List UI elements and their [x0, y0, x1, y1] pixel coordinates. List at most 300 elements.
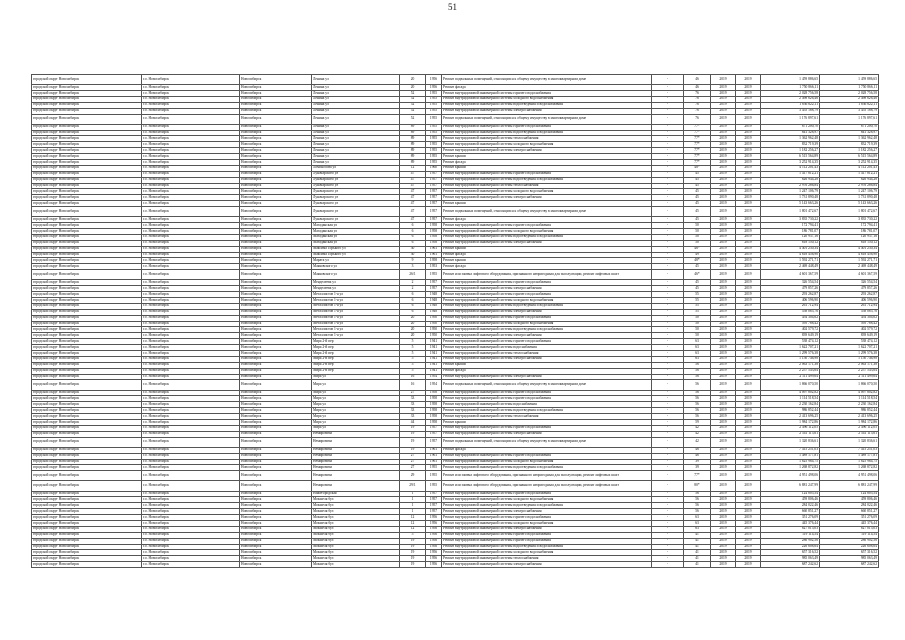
cell-end-year: 2019: [736, 459, 761, 465]
cell-settlement: г.о. Новосибирск: [142, 90, 240, 96]
cell-end-year: 2019: [736, 292, 761, 298]
cell-house: 27: [400, 459, 426, 465]
cell-end-year: 2019: [736, 562, 761, 568]
cell-house: 33: [400, 396, 426, 402]
cell-cost: 657 316,52: [761, 550, 820, 556]
cell-end-year: 2019: [736, 380, 761, 390]
cell-year: 1941: [426, 356, 442, 362]
cell-cost-total: 2 063 171,38: [820, 362, 879, 368]
cell-municipality: городской округ Новосибирск: [32, 520, 142, 526]
cell-end-year: 2019: [736, 154, 761, 160]
cell-city: Новосибирск: [240, 240, 312, 246]
cell-blank: -: [652, 351, 684, 357]
cell-settlement: г.о. Новосибирск: [142, 240, 240, 246]
cell-work-type: Ремонт внутридомовой инженерной системы горячего водоснабжения: [442, 396, 652, 402]
cell-blank: -: [652, 471, 684, 481]
cell-municipality: городской округ Новосибирск: [32, 503, 142, 509]
cell-start-year: 2019: [711, 280, 736, 286]
cell-wear: 56: [684, 368, 711, 374]
cell-start-year: 2019: [711, 437, 736, 447]
cell-street: Луначарского ул: [312, 177, 400, 183]
cell-municipality: городской округ Новосибирск: [32, 124, 142, 130]
cell-work-type: Ремонт внутридомовой инженерной системы водоснабжения: [442, 402, 652, 408]
cell-cost: 402 579,72: [761, 327, 820, 333]
cell-cost: 4 112 201,43: [761, 165, 820, 171]
cell-street: Ленина ул: [312, 130, 400, 136]
cell-municipality: городской округ Новосибирск: [32, 333, 142, 339]
cell-start-year: 2019: [711, 264, 736, 270]
cell-end-year: 2019: [736, 481, 761, 491]
cell-wear: 45: [684, 171, 711, 177]
cell-settlement: г.о. Новосибирск: [142, 195, 240, 201]
cell-street: Металлистов 1-я ул: [312, 303, 400, 309]
cell-municipality: городской округ Новосибирск: [32, 309, 142, 315]
cell-end-year: 2019: [736, 526, 761, 532]
cell-wear: 63: [684, 345, 711, 351]
cell-cost-total: 538 474,12: [820, 339, 879, 345]
cell-start-year: 2019: [711, 258, 736, 264]
cell-street: Луначарского ул: [312, 189, 400, 195]
cell-settlement: г.о. Новосибирск: [142, 526, 240, 532]
cell-wear: 56: [684, 503, 711, 509]
cell-settlement: г.о. Новосибирск: [142, 550, 240, 556]
cell-blank: -: [652, 414, 684, 420]
cell-year: 1941: [426, 351, 442, 357]
cell-year: 1954: [426, 380, 442, 390]
cell-work-type: Ремонт внутридомовой инженерной системы водоотведения и водоснабжения: [442, 327, 652, 333]
cell-municipality: городской округ Новосибирск: [32, 414, 142, 420]
cell-wear: 45: [684, 280, 711, 286]
cell-street: Мира ул: [312, 374, 400, 380]
cell-street: Ленина ул: [312, 102, 400, 108]
cell-street: Маяковского ул: [312, 264, 400, 270]
cell-start-year: 2019: [711, 447, 736, 453]
cell-wear: 50: [684, 234, 711, 240]
cell-cost-total: 1 984 172,86: [820, 420, 879, 426]
cell-street: Луначарского ул: [312, 201, 400, 207]
cell-work-type: Ремонт внутридомовой инженерной системы горячего водоснабжения: [442, 453, 652, 459]
cell-house: 19: [400, 556, 426, 562]
cell-cost-total: 595 788,42: [820, 321, 879, 327]
cell-street: Менделеева ул: [312, 286, 400, 292]
cell-street: Ломоносова ул: [312, 165, 400, 171]
cell-house: 6: [400, 303, 426, 309]
cell-work-type: Ремонт внутридомовой инженерной системы электроснабжения: [442, 333, 652, 339]
cell-work-type: Ремонт внутридомовой инженерной системы электроснабжения: [442, 374, 652, 380]
cell-street: Мира 2-й пер: [312, 351, 400, 357]
cell-city: Новосибирск: [240, 85, 312, 91]
cell-settlement: г.о. Новосибирск: [142, 538, 240, 544]
cell-settlement: г.о. Новосибирск: [142, 85, 240, 91]
cell-work-type: Ремонт внутридомовой инженерной системы водоотведения и водоснабжения: [442, 130, 652, 136]
cell-house: 52: [400, 114, 426, 124]
cell-work-type: Ремонт внутридомовой инженерной системы холодного водоснабжения: [442, 142, 652, 148]
cell-wear: 41: [684, 544, 711, 550]
cell-work-type: Ремонт внутридомовой инженерной системы холодного водоснабжения: [442, 550, 652, 556]
cell-city: Новосибирск: [240, 114, 312, 124]
cell-blank: -: [652, 148, 684, 154]
cell-start-year: 2019: [711, 471, 736, 481]
cell-wear: 41: [684, 532, 711, 538]
cell-year: 1957: [426, 509, 442, 515]
cell-year: 1956: [426, 538, 442, 544]
cell-settlement: г.о. Новосибирск: [142, 532, 240, 538]
cell-year: 1956: [426, 515, 442, 521]
cell-settlement: г.о. Новосибирск: [142, 459, 240, 465]
cell-cost-total: 841 328,97: [820, 130, 879, 136]
cell-municipality: городской округ Новосибирск: [32, 339, 142, 345]
cell-cost-total: 1 362 962,48: [820, 136, 879, 142]
cell-blank: -: [652, 136, 684, 142]
cell-cost-total: 4 618 456,90: [820, 252, 879, 258]
cell-work-type: Ремонт внутридомовой инженерной системы водоотведения и водоснабжения: [442, 408, 652, 414]
cell-cost-total: 406 596,90: [820, 297, 879, 303]
cell-work-type: Ремонт внутридомовой инженерной системы электроснабжения: [442, 108, 652, 114]
cell-blank: -: [652, 544, 684, 550]
cell-start-year: 2019: [711, 303, 736, 309]
cell-municipality: городской округ Новосибирск: [32, 130, 142, 136]
cell-street: Ленина ул: [312, 85, 400, 91]
cell-work-type: Ремонт внутридомовой инженерной системы электроснабжения: [442, 356, 652, 362]
cell-blank: -: [652, 420, 684, 426]
cell-street: Ленина ул: [312, 75, 400, 85]
cell-work-type: Ремонт внутридомовой инженерной системы горячего водоснабжения: [442, 280, 652, 286]
cell-street: Мокшеля бул: [312, 538, 400, 544]
cell-house: 19: [400, 437, 426, 447]
cell-end-year: 2019: [736, 532, 761, 538]
cell-wear: 45: [684, 189, 711, 195]
cell-work-type: Ремонт внутридомовой инженерной системы холодного водоснабжения: [442, 497, 652, 503]
cell-year: 1955: [426, 114, 442, 124]
cell-work-type: Ремонт подвальных помещений, относящихся к общему имуществу в многоквартирном доме: [442, 75, 652, 85]
cell-cost-total: 286 902,56: [820, 538, 879, 544]
cell-year: 1956: [426, 520, 442, 526]
cell-blank: -: [652, 374, 684, 380]
cell-blank: -: [652, 217, 684, 223]
cell-wear: 48*: [684, 165, 711, 171]
cell-wear: 56: [684, 408, 711, 414]
cell-city: Новосибирск: [240, 315, 312, 321]
cell-cost: 1 459 886,65: [761, 75, 820, 85]
cell-city: Новосибирск: [240, 368, 312, 374]
cell-end-year: 2019: [736, 491, 761, 497]
cell-start-year: 2019: [711, 481, 736, 491]
cell-year: 1948: [426, 292, 442, 298]
cell-wear: 45: [684, 177, 711, 183]
cell-cost-total: 2 498 626,46: [820, 96, 879, 102]
cell-work-type: Ремонт внутридомовой инженерной системы водоотведения и водоснабжения: [442, 177, 652, 183]
cell-year: 1955: [426, 481, 442, 491]
cell-street: Марата ул: [312, 258, 400, 264]
cell-end-year: 2019: [736, 356, 761, 362]
cell-cost-total: 4 601 367,59: [820, 270, 879, 280]
cell-municipality: городской округ Новосибирск: [32, 177, 142, 183]
cell-cost: 261 712,94: [761, 303, 820, 309]
cell-settlement: г.о. Новосибирск: [142, 177, 240, 183]
cell-work-type: Ремонт внутридомовой инженерной системы водоотведения и водоснабжения: [442, 234, 652, 240]
cell-street: Мокшеля бул: [312, 556, 400, 562]
cell-settlement: г.о. Новосибирск: [142, 114, 240, 124]
cell-year: 1955: [426, 136, 442, 142]
cell-house: 19: [400, 538, 426, 544]
cell-cost: 2 028 756,58: [761, 90, 820, 96]
cell-municipality: городской округ Новосибирск: [32, 240, 142, 246]
cell-wear: 46*: [684, 270, 711, 280]
cell-cost: 226 608,64: [761, 544, 820, 550]
cell-end-year: 2019: [736, 124, 761, 130]
cell-blank: -: [652, 453, 684, 459]
cell-start-year: 2019: [711, 217, 736, 223]
cell-start-year: 2019: [711, 362, 736, 368]
cell-municipality: городской округ Новосибирск: [32, 165, 142, 171]
cell-house: 52: [400, 90, 426, 96]
cell-year: 1955: [426, 90, 442, 96]
cell-work-type: Ремонт внутридомовой инженерной системы холодного водоснабжения: [442, 520, 652, 526]
cell-municipality: городской округ Новосибирск: [32, 481, 142, 491]
cell-settlement: г.о. Новосибирск: [142, 447, 240, 453]
cell-wear: 45: [684, 195, 711, 201]
cell-settlement: г.о. Новосибирск: [142, 390, 240, 396]
cell-work-type: Ремонт внутридомовой инженерной системы водоснабжения: [442, 345, 652, 351]
cell-start-year: 2019: [711, 207, 736, 217]
cell-work-type: Ремонт внутридомовой инженерной системы электроснабжения: [442, 526, 652, 532]
cell-city: Новосибирск: [240, 234, 312, 240]
cell-cost-total: 986 852,44: [820, 408, 879, 414]
cell-municipality: городской округ Новосибирск: [32, 396, 142, 402]
cell-cost: 6 881 247,99: [761, 481, 820, 491]
cell-cost-total: 2 111 499,64: [820, 374, 879, 380]
cell-street: Немировича: [312, 471, 400, 481]
cell-city: Новосибирск: [240, 286, 312, 292]
cell-cost-total: 1 489 177,81: [820, 453, 879, 459]
cell-cost-total: 351 276,09: [820, 515, 879, 521]
cell-house: 47: [400, 207, 426, 217]
cell-city: Новосибирск: [240, 333, 312, 339]
cell-blank: -: [652, 408, 684, 414]
cell-start-year: 2019: [711, 201, 736, 207]
cell-year: 1954: [426, 374, 442, 380]
cell-wear: 56: [684, 396, 711, 402]
cell-municipality: городской округ Новосибирск: [32, 471, 142, 481]
cell-wear: 63: [684, 526, 711, 532]
table-row: [32, 270, 879, 280]
cell-start-year: 2019: [711, 154, 736, 160]
cell-end-year: 2019: [736, 114, 761, 124]
cell-work-type: Ремонт или замена лифтового оборудования, признанного непригодным для эксплуатации, ремонт лифтовых шахт: [442, 471, 652, 481]
cell-house: 5: [400, 345, 426, 351]
cell-cost: 1 417 812,21: [761, 171, 820, 177]
cell-house: 6: [400, 292, 426, 298]
cell-cost: 1 362 962,48: [761, 136, 820, 142]
cell-municipality: городской округ Новосибирск: [32, 280, 142, 286]
cell-municipality: городской округ Новосибирск: [32, 96, 142, 102]
cell-street: Металлистов 1-я ул: [312, 327, 400, 333]
cell-house: 89: [400, 154, 426, 160]
cell-cost: 2 469 448,49: [761, 264, 820, 270]
cell-cost: 120 937,16: [761, 234, 820, 240]
cell-start-year: 2019: [711, 562, 736, 568]
cell-city: Новосибирск: [240, 509, 312, 515]
cell-settlement: г.о. Новосибирск: [142, 286, 240, 292]
cell-cost-total: 1 114 518,54: [820, 396, 879, 402]
cell-start-year: 2019: [711, 356, 736, 362]
cell-blank: -: [652, 303, 684, 309]
cell-year: 1957: [426, 217, 442, 223]
cell-blank: -: [652, 526, 684, 532]
cell-wear: 77*: [684, 148, 711, 154]
cell-street: Мира ул: [312, 408, 400, 414]
cell-house: 19: [400, 544, 426, 550]
cell-house: 12: [400, 515, 426, 521]
cell-house: 89: [400, 124, 426, 130]
cell-cost-total: 687 242,62: [820, 562, 879, 568]
cell-municipality: городской округ Новосибирск: [32, 154, 142, 160]
cell-year: 1956: [426, 550, 442, 556]
cell-street: Ленина ул: [312, 108, 400, 114]
cell-house: 47: [400, 195, 426, 201]
cell-cost: 459 806,46: [761, 497, 820, 503]
cell-wear: 76: [684, 96, 711, 102]
cell-settlement: г.о. Новосибирск: [142, 96, 240, 102]
cell-cost: 4 401 230,34: [761, 246, 820, 252]
cell-settlement: г.о. Новосибирск: [142, 509, 240, 515]
cell-house: 2: [400, 280, 426, 286]
cell-end-year: 2019: [736, 497, 761, 503]
cell-cost-total: 7 415 251,03: [820, 447, 879, 453]
cell-cost: 1 731 890,48: [761, 195, 820, 201]
cell-house: 16: [400, 380, 426, 390]
cell-house: 6: [400, 297, 426, 303]
cell-cost: 479 857,26: [761, 286, 820, 292]
cell-wear: 56: [684, 390, 711, 396]
cell-year: 1955: [426, 108, 442, 114]
cell-house: 29/1: [400, 481, 426, 491]
cell-end-year: 2019: [736, 171, 761, 177]
cell-blank: -: [652, 550, 684, 556]
cell-cost-total: 2 257 543,64: [820, 368, 879, 374]
cell-cost: 7 415 251,03: [761, 447, 820, 453]
cell-end-year: 2019: [736, 258, 761, 264]
cell-settlement: г.о. Новосибирск: [142, 258, 240, 264]
cell-cost-total: 5 143 663,26: [820, 201, 879, 207]
cell-settlement: г.о. Новосибирск: [142, 491, 240, 497]
cell-blank: -: [652, 195, 684, 201]
cell-cost-total: 1 417 812,21: [820, 171, 879, 177]
cell-work-type: Ремонт внутридомовой инженерной системы горячего водоснабжения: [442, 223, 652, 229]
cell-street: Ленина ул: [312, 159, 400, 165]
cell-work-type: Ремонт фасада: [442, 368, 652, 374]
cell-end-year: 2019: [736, 75, 761, 85]
cell-cost: 832 719,39: [761, 142, 820, 148]
cell-cost-total: 120 937,16: [820, 234, 879, 240]
cell-city: Новосибирск: [240, 96, 312, 102]
cell-wear: 46: [684, 85, 711, 91]
cell-year: 1950: [426, 327, 442, 333]
cell-street: Мокшеля бул: [312, 532, 400, 538]
cell-cost-total: 4 097 802,82: [820, 390, 879, 396]
cell-municipality: городской округ Новосибирск: [32, 356, 142, 362]
cell-end-year: 2019: [736, 333, 761, 339]
cell-start-year: 2019: [711, 544, 736, 550]
cell-settlement: г.о. Новосибирск: [142, 234, 240, 240]
cell-house: 52: [400, 102, 426, 108]
table-row: [32, 481, 879, 491]
cell-city: Новосибирск: [240, 431, 312, 437]
cell-cost: 1 320 836,61: [761, 437, 820, 447]
cell-settlement: г.о. Новосибирск: [142, 339, 240, 345]
cell-street: Металлистов 1-я ул: [312, 309, 400, 315]
cell-city: Новосибирск: [240, 327, 312, 333]
cell-end-year: 2019: [736, 201, 761, 207]
cell-cost-total: 1 150 746,98: [820, 356, 879, 362]
cell-settlement: г.о. Новосибирск: [142, 159, 240, 165]
cell-municipality: городской округ Новосибирск: [32, 550, 142, 556]
cell-municipality: городской округ Новосибирск: [32, 345, 142, 351]
cell-cost-total: 827 015,03: [820, 526, 879, 532]
cell-cost: 1 836 622,11: [761, 102, 820, 108]
cell-end-year: 2019: [736, 264, 761, 270]
cell-work-type: Ремонт фасада: [442, 447, 652, 453]
cell-start-year: 2019: [711, 90, 736, 96]
cell-city: Новосибирск: [240, 165, 312, 171]
cell-cost: 1 176 897,61: [761, 114, 820, 124]
cell-end-year: 2019: [736, 177, 761, 183]
cell-city: Новосибирск: [240, 183, 312, 189]
cell-year: 1957: [426, 497, 442, 503]
cell-settlement: г.о. Новосибирск: [142, 108, 240, 114]
cell-settlement: г.о. Новосибирск: [142, 136, 240, 142]
cell-wear: 41: [684, 538, 711, 544]
cell-blank: -: [652, 228, 684, 234]
cell-cost-total: 6 881 247,99: [820, 481, 879, 491]
cell-settlement: г.о. Новосибирск: [142, 414, 240, 420]
cell-settlement: г.о. Новосибирск: [142, 356, 240, 362]
cell-cost: 660 851,27: [761, 509, 820, 515]
cell-start-year: 2019: [711, 550, 736, 556]
cell-house: 12: [400, 165, 426, 171]
cell-year: 1955: [426, 465, 442, 471]
cell-start-year: 2019: [711, 270, 736, 280]
cell-blank: -: [652, 85, 684, 91]
cell-cost: 4 097 802,82: [761, 390, 820, 396]
cell-end-year: 2019: [736, 437, 761, 447]
cell-house: 33: [400, 408, 426, 414]
cell-wear: 42: [684, 425, 711, 431]
cell-city: Новосибирск: [240, 562, 312, 568]
cell-work-type: Ремонт внутридомовой инженерной системы холодного водоснабжения: [442, 321, 652, 327]
cell-cost-total: 2 469 448,49: [820, 264, 879, 270]
cell-end-year: 2019: [736, 447, 761, 453]
cell-work-type: Ремонт внутридомовой инженерной системы теплоснабжения: [442, 556, 652, 562]
cell-work-type: Ремонт внутридомовой инженерной системы холодного водоснабжения: [442, 228, 652, 234]
cell-wear: 49: [684, 252, 711, 258]
cell-cost: 6 515 564,89: [761, 154, 820, 160]
cell-cost-total: 2 230 162,84: [820, 402, 879, 408]
cell-city: Новосибирск: [240, 154, 312, 160]
cell-wear: 55: [684, 292, 711, 298]
cell-cost-total: 671 200,70: [820, 124, 879, 130]
cell-street: Металлистов 1-я ул: [312, 333, 400, 339]
cell-blank: -: [652, 258, 684, 264]
cell-work-type: Ремонт фасада: [442, 252, 652, 258]
cell-cost-total: 3 455 188,79: [820, 108, 879, 114]
cell-house: 52: [400, 108, 426, 114]
cell-start-year: 2019: [711, 368, 736, 374]
cell-city: Новосибирск: [240, 465, 312, 471]
cell-year: 1958: [426, 396, 442, 402]
cell-street: Мира ул: [312, 425, 400, 431]
cell-year: 1958: [426, 223, 442, 229]
